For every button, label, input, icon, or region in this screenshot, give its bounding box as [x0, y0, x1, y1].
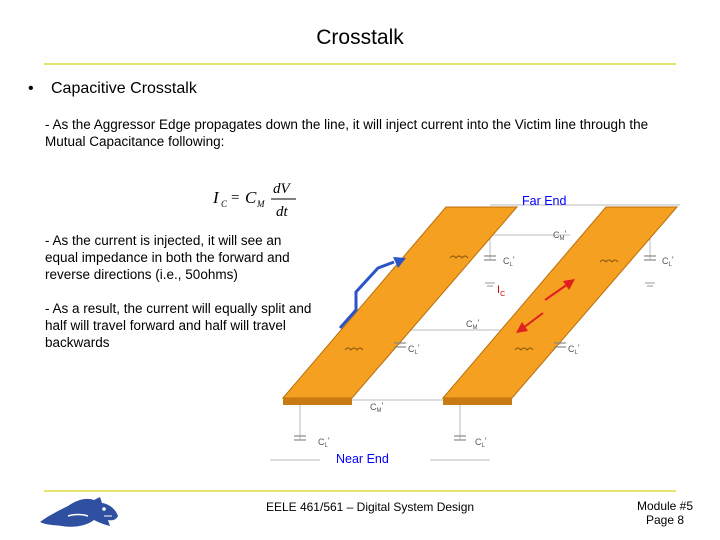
paragraph-split: - As a result, the current will equally split and half will travel forward and half will travel backwards	[45, 301, 312, 350]
eq-equals: =	[231, 190, 240, 206]
footer-course: EELE 461/561 – Digital System Design	[265, 500, 475, 514]
eq-lhs: I	[213, 188, 219, 207]
footer-divider	[44, 490, 676, 492]
cl-label-3: $C_L'$	[408, 343, 420, 356]
paragraph-impedance: - As the current is injected, it will see an equal impedance in both the forward and reverse directions (i.e., 50ohms)	[45, 233, 290, 282]
footer-page: Page 8	[645, 513, 685, 527]
bobcat-logo-icon	[38, 494, 120, 534]
ic-current-label	[497, 284, 505, 298]
equation	[212, 181, 296, 220]
bullet-heading: Capacitive Crosstalk	[51, 80, 197, 97]
cm-label-bottom: $C_M'$	[370, 401, 384, 414]
eq-denominator: dt	[276, 204, 288, 220]
near-end-label: Near End	[336, 452, 389, 466]
page-title: Crosstalk	[316, 26, 404, 49]
cl-label-6: $C_L'$	[475, 436, 487, 449]
cl-label-1: $C_L'$	[503, 255, 515, 268]
cl-label-4: $C_L'$	[568, 343, 580, 356]
eq-lhs-sub: C	[221, 199, 228, 209]
victim-trace-edge	[443, 398, 512, 405]
far-end-label: Far End	[522, 194, 567, 208]
footer-module-page	[620, 499, 710, 527]
eq-rhs-sub: M	[257, 199, 265, 209]
cm-label-mid: $C_M'$	[466, 318, 480, 331]
ic-sub: C	[500, 291, 506, 299]
eq-numerator: dV	[273, 181, 290, 197]
cl-label-5: $C_L'$	[318, 436, 330, 449]
cl-label-2: $C_L'$	[662, 255, 674, 268]
eq-rhs: C	[245, 188, 257, 207]
bullet-marker: •	[28, 80, 34, 97]
cm-label-top: $C_M'$	[553, 229, 567, 242]
paragraph-aggressor: - As the Aggressor Edge propagates down the line, it will inject current into the Victim line through the Mutual Capacitance following:	[45, 117, 649, 149]
aggressor-trace-edge	[283, 398, 352, 405]
footer-module: Module #5	[636, 499, 694, 513]
ic-main: I	[497, 284, 501, 296]
